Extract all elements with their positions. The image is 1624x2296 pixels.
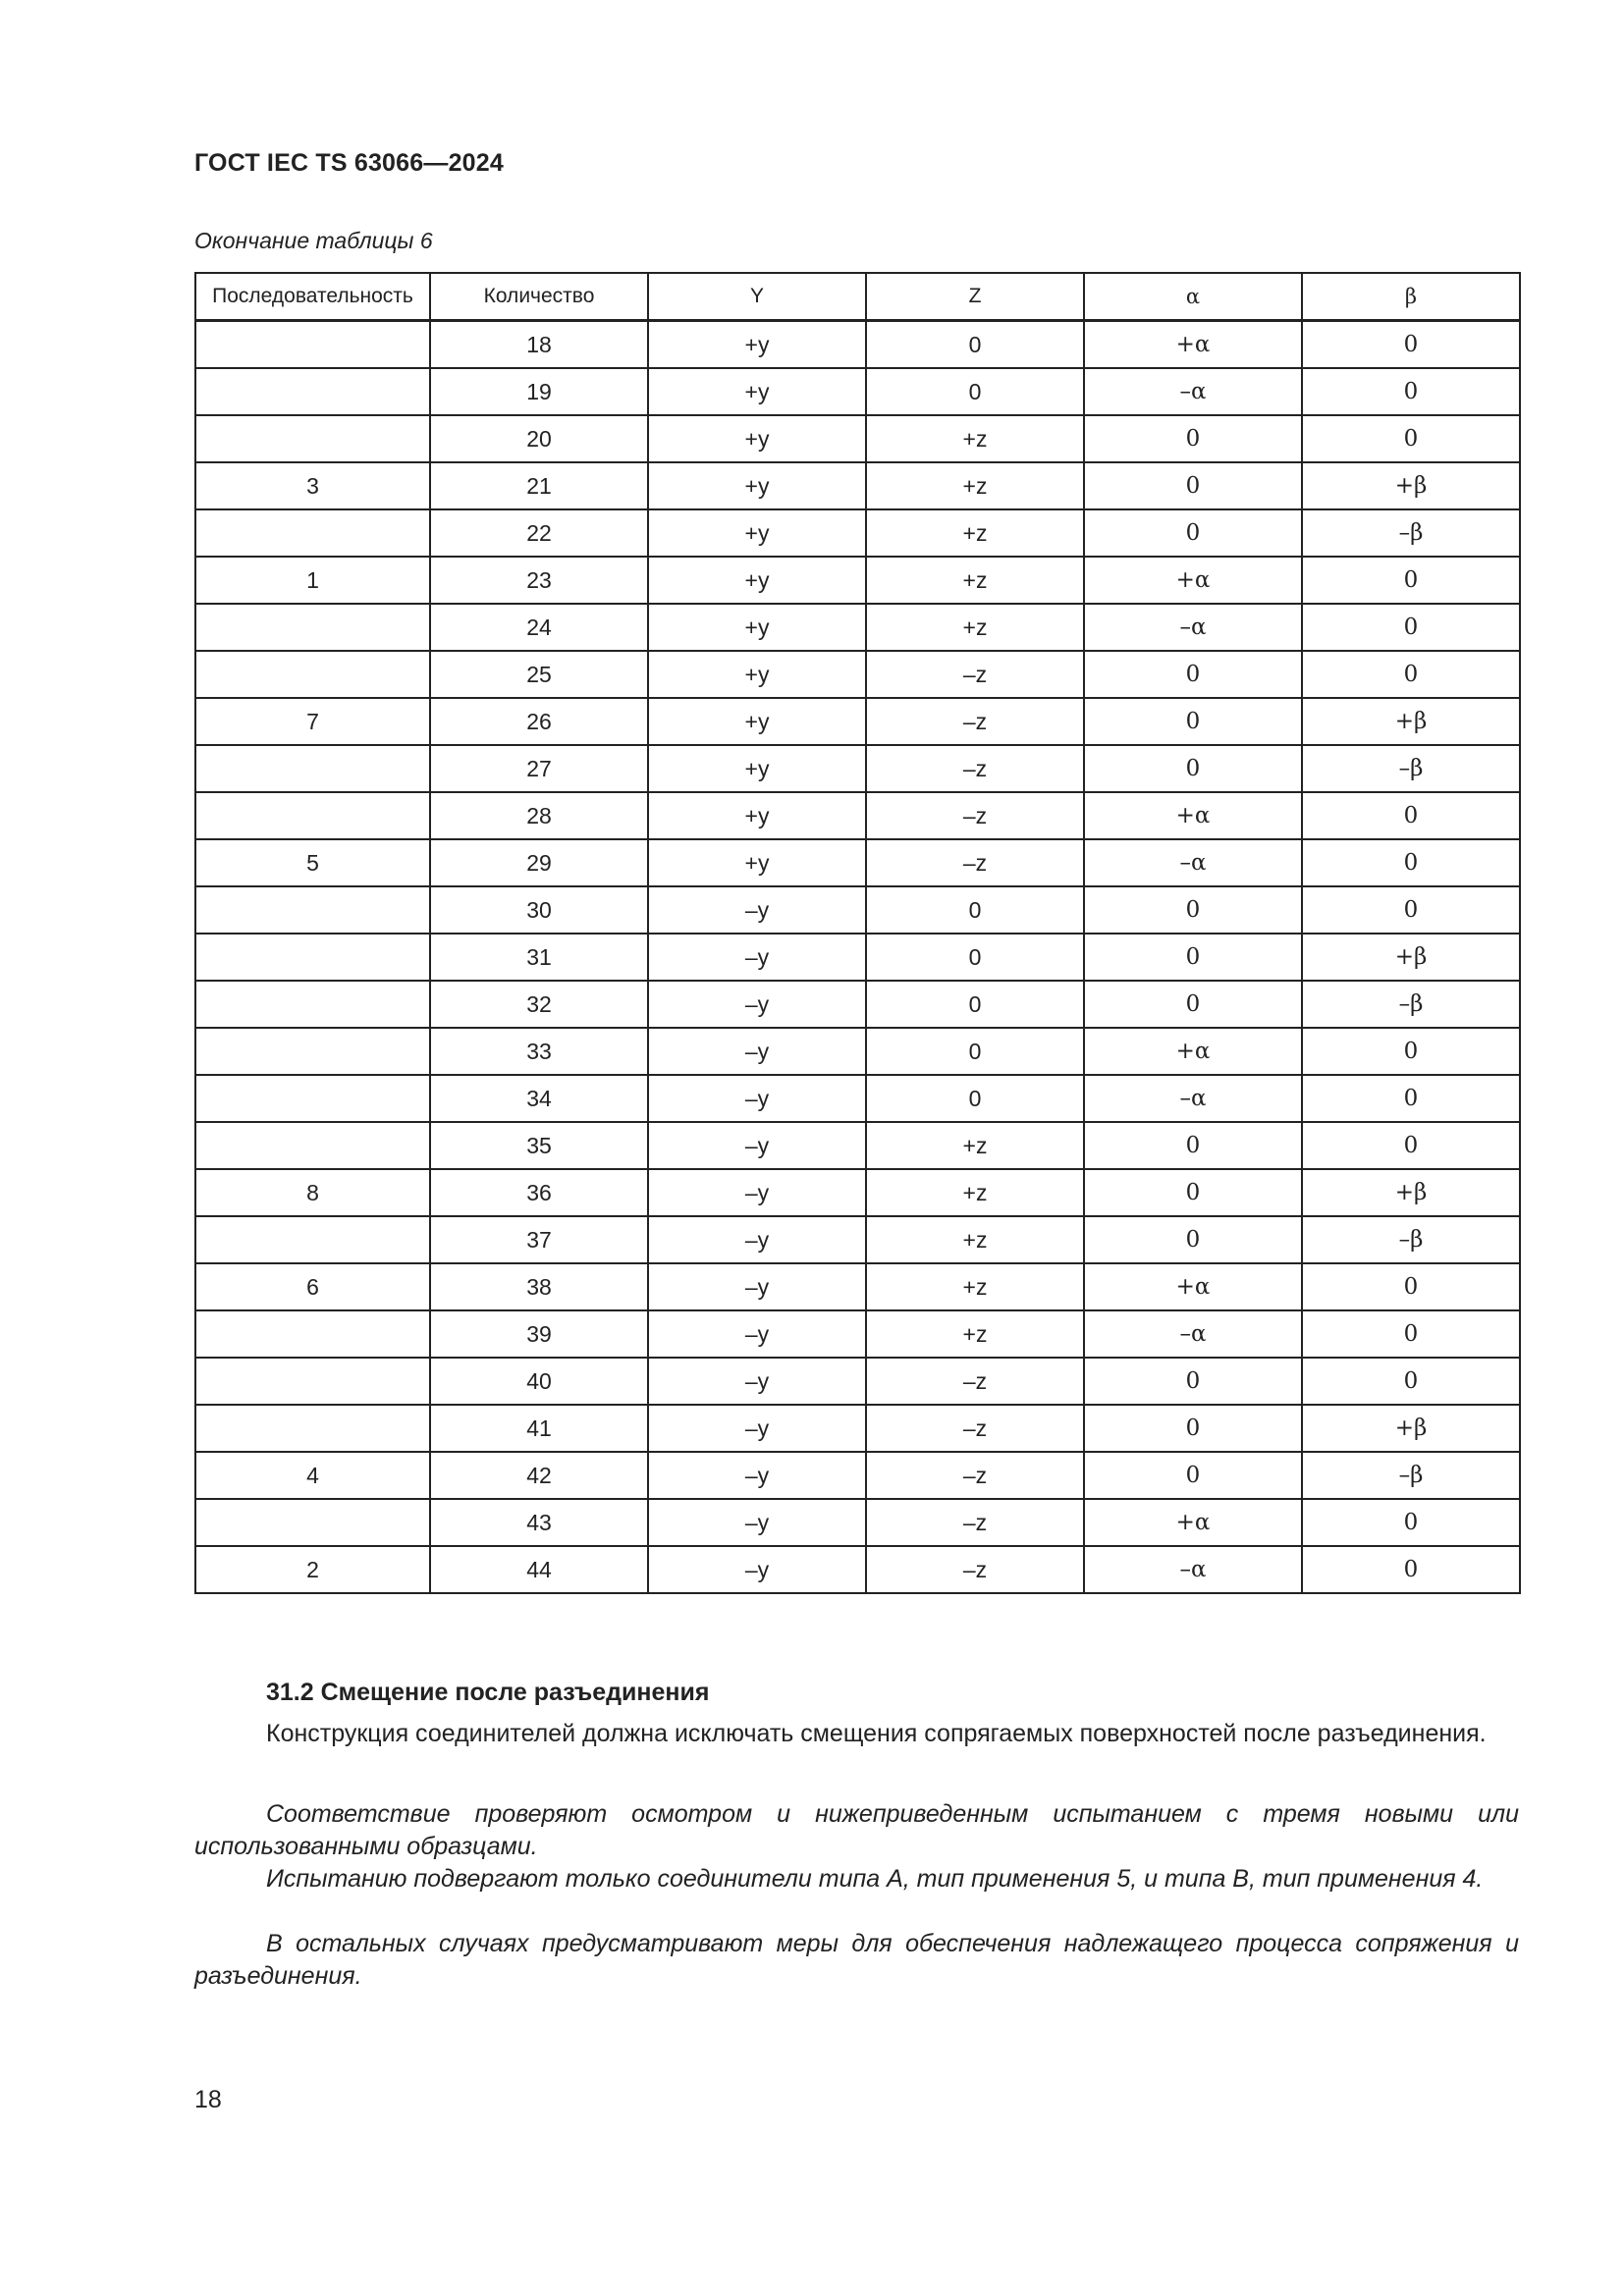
section-paragraph-1 <box>194 1718 1519 1750</box>
table-cell <box>195 1122 430 1169</box>
table-cell: –α <box>1084 604 1302 651</box>
table-row <box>195 604 1520 651</box>
table-cell: –α <box>1084 1075 1302 1122</box>
table-cell: 36 <box>430 1169 648 1216</box>
table-cell: 0 <box>1084 1216 1302 1263</box>
table-cell: –y <box>648 1263 866 1310</box>
table-cell: 0 <box>866 934 1084 981</box>
table-cell: –y <box>648 1216 866 1263</box>
table-cell: 0 <box>866 981 1084 1028</box>
table-cell: +y <box>648 745 866 792</box>
column-header: Z <box>866 273 1084 321</box>
table-header-row <box>195 273 1520 321</box>
table-cell: 0 <box>1084 745 1302 792</box>
table-cell: 22 <box>430 509 648 557</box>
table-cell: –y <box>648 1310 866 1358</box>
table-cell: 25 <box>430 651 648 698</box>
table-row <box>195 1358 1520 1405</box>
table-cell <box>195 321 430 369</box>
table-row <box>195 1452 1520 1499</box>
table-cell: +α <box>1084 1028 1302 1075</box>
table-cell: 2 <box>195 1546 430 1593</box>
table-cell: 0 <box>866 321 1084 369</box>
table-cell: 0 <box>1084 1405 1302 1452</box>
table-cell: 0 <box>1302 651 1520 698</box>
table-body <box>195 321 1520 1594</box>
table-cell <box>195 1075 430 1122</box>
table-cell <box>195 745 430 792</box>
table-cell <box>195 1405 430 1452</box>
table-row <box>195 321 1520 369</box>
table-cell: +β <box>1302 462 1520 509</box>
table-cell: +y <box>648 368 866 415</box>
table-cell: 0 <box>1302 1310 1520 1358</box>
table-cell: –y <box>648 981 866 1028</box>
table-cell: 0 <box>1084 981 1302 1028</box>
table-cell: 0 <box>1302 604 1520 651</box>
table-row <box>195 934 1520 981</box>
table-cell: +z <box>866 1169 1084 1216</box>
table-cell <box>195 981 430 1028</box>
table-cell: 34 <box>430 1075 648 1122</box>
paragraph-text: Соответствие проверяют осмотром и нижеприведенным испытанием с тремя новыми или использованными образцами. <box>194 1800 1519 1860</box>
table-row <box>195 1122 1520 1169</box>
table-cell: +z <box>866 1310 1084 1358</box>
table-cell <box>195 509 430 557</box>
table-cell: 24 <box>430 604 648 651</box>
table-cell: 0 <box>1302 792 1520 839</box>
table-cell: –α <box>1084 839 1302 886</box>
table-cell <box>195 1358 430 1405</box>
table-row <box>195 462 1520 509</box>
table-row <box>195 745 1520 792</box>
table-cell: –z <box>866 651 1084 698</box>
table-cell: 0 <box>1084 509 1302 557</box>
table-cell: +z <box>866 509 1084 557</box>
table-row <box>195 1310 1520 1358</box>
table-cell: –y <box>648 1546 866 1593</box>
table-caption: Окончание таблицы 6 <box>194 228 433 253</box>
table-cell: –α <box>1084 368 1302 415</box>
table-row <box>195 557 1520 604</box>
table-row <box>195 981 1520 1028</box>
table-row <box>195 886 1520 934</box>
table-cell: 21 <box>430 462 648 509</box>
table-cell: –z <box>866 698 1084 745</box>
table-cell: 0 <box>1302 839 1520 886</box>
table-cell: 0 <box>866 368 1084 415</box>
table-cell: 0 <box>1302 557 1520 604</box>
table-row <box>195 1169 1520 1216</box>
table-cell: 0 <box>1084 1122 1302 1169</box>
table-cell: 0 <box>1302 1122 1520 1169</box>
table-cell: +y <box>648 415 866 462</box>
table-cell: –y <box>648 1028 866 1075</box>
column-header: β <box>1302 273 1520 321</box>
table-cell: 0 <box>1302 1263 1520 1310</box>
table-cell: –y <box>648 1358 866 1405</box>
table-cell: +α <box>1084 1263 1302 1310</box>
table-row <box>195 1028 1520 1075</box>
column-header: Количество <box>430 273 648 321</box>
page-number: 18 <box>194 2086 222 2113</box>
table-cell: 23 <box>430 557 648 604</box>
table-cell: 43 <box>430 1499 648 1546</box>
table-cell: –β <box>1302 745 1520 792</box>
table-cell: 0 <box>1302 1075 1520 1122</box>
table-row <box>195 1075 1520 1122</box>
table-cell: 41 <box>430 1405 648 1452</box>
table-cell: 19 <box>430 368 648 415</box>
table-cell: +α <box>1084 792 1302 839</box>
table-cell: –z <box>866 745 1084 792</box>
table-cell: 0 <box>1302 1028 1520 1075</box>
table-cell: 32 <box>430 981 648 1028</box>
table-cell: 0 <box>1084 1452 1302 1499</box>
table-cell <box>195 1310 430 1358</box>
table-cell: +y <box>648 651 866 698</box>
table-cell: 31 <box>430 934 648 981</box>
table-cell: 0 <box>1302 368 1520 415</box>
table-cell: –z <box>866 839 1084 886</box>
table-row <box>195 1499 1520 1546</box>
table-cell: –y <box>648 886 866 934</box>
table-row <box>195 509 1520 557</box>
table-cell: 29 <box>430 839 648 886</box>
table-cell: +z <box>866 415 1084 462</box>
table-cell: –y <box>648 1452 866 1499</box>
table-cell: +y <box>648 509 866 557</box>
table-row <box>195 1546 1520 1593</box>
table-cell: –z <box>866 1405 1084 1452</box>
table-cell: 4 <box>195 1452 430 1499</box>
table-cell: 39 <box>430 1310 648 1358</box>
table-cell: +z <box>866 557 1084 604</box>
table-cell: +z <box>866 1216 1084 1263</box>
table-row <box>195 415 1520 462</box>
table-row <box>195 698 1520 745</box>
table-cell: –y <box>648 1405 866 1452</box>
table-row <box>195 792 1520 839</box>
table-cell: 26 <box>430 698 648 745</box>
table-cell: –z <box>866 1499 1084 1546</box>
table-cell: 44 <box>430 1546 648 1593</box>
table-cell: 0 <box>1302 1358 1520 1405</box>
table-cell <box>195 934 430 981</box>
table-cell: 20 <box>430 415 648 462</box>
table-cell: 7 <box>195 698 430 745</box>
section-paragraph-2 <box>194 1798 1519 1863</box>
paragraph-text: Конструкция соединителей должна исключать смещения сопрягаемых поверхностей после разъединения. <box>266 1720 1487 1747</box>
table-cell: +y <box>648 604 866 651</box>
table-cell: +z <box>866 1263 1084 1310</box>
table-cell: –z <box>866 1358 1084 1405</box>
table-cell: 42 <box>430 1452 648 1499</box>
table-cell: 30 <box>430 886 648 934</box>
table-cell: 38 <box>430 1263 648 1310</box>
table-cell: +y <box>648 321 866 369</box>
table-cell: 0 <box>1084 415 1302 462</box>
table-cell: –y <box>648 1169 866 1216</box>
table-cell: 0 <box>1302 321 1520 369</box>
section-paragraph-4 <box>194 1928 1519 1993</box>
table-cell: –β <box>1302 1452 1520 1499</box>
table-row <box>195 1216 1520 1263</box>
table-cell: +y <box>648 839 866 886</box>
table-cell: +z <box>866 462 1084 509</box>
table-cell: –α <box>1084 1310 1302 1358</box>
table-cell: 37 <box>430 1216 648 1263</box>
table-cell: +β <box>1302 1169 1520 1216</box>
table-cell: 27 <box>430 745 648 792</box>
column-header: Y <box>648 273 866 321</box>
table-cell: 3 <box>195 462 430 509</box>
table-cell: +y <box>648 792 866 839</box>
table-cell: 0 <box>1084 934 1302 981</box>
section-title: 31.2 Смещение после разъединения <box>266 1679 710 1706</box>
table-cell: +α <box>1084 321 1302 369</box>
table-row <box>195 651 1520 698</box>
table-cell: 18 <box>430 321 648 369</box>
paragraph-text: Испытанию подвергают только соединители типа А, тип применения 5, и типа В, тип применения 4. <box>266 1865 1484 1893</box>
table-cell: 0 <box>1302 1546 1520 1593</box>
document-header: ГОСТ IEC TS 63066—2024 <box>194 149 504 177</box>
table-cell: –z <box>866 1546 1084 1593</box>
table-cell: –y <box>648 1122 866 1169</box>
table-cell: –z <box>866 792 1084 839</box>
table-cell: 6 <box>195 1263 430 1310</box>
table-row <box>195 1263 1520 1310</box>
column-header: α <box>1084 273 1302 321</box>
table-cell: –y <box>648 1075 866 1122</box>
table-cell <box>195 368 430 415</box>
table-cell: –z <box>866 1452 1084 1499</box>
table-cell <box>195 1028 430 1075</box>
table-cell: 5 <box>195 839 430 886</box>
table-cell: 33 <box>430 1028 648 1075</box>
table-row <box>195 839 1520 886</box>
table-cell: 1 <box>195 557 430 604</box>
table-cell: 0 <box>1084 462 1302 509</box>
table-cell: 0 <box>1084 886 1302 934</box>
table-cell: –β <box>1302 1216 1520 1263</box>
table-cell: 0 <box>1302 1499 1520 1546</box>
table-cell <box>195 651 430 698</box>
table-cell: 28 <box>430 792 648 839</box>
table-cell <box>195 604 430 651</box>
table-cell: –β <box>1302 509 1520 557</box>
table-cell: –y <box>648 1499 866 1546</box>
table-cell: +z <box>866 1122 1084 1169</box>
data-table <box>194 272 1521 1594</box>
table-cell <box>195 792 430 839</box>
table-row <box>195 368 1520 415</box>
table-cell: +α <box>1084 1499 1302 1546</box>
table-row <box>195 1405 1520 1452</box>
table-cell: +β <box>1302 1405 1520 1452</box>
table-cell: 0 <box>1084 651 1302 698</box>
table-cell: 40 <box>430 1358 648 1405</box>
table-cell: 0 <box>1084 698 1302 745</box>
table-cell: +α <box>1084 557 1302 604</box>
paragraph-text: В остальных случаях предусматривают меры для обеспечения надлежащего процесса сопряжения и разъединения. <box>194 1930 1519 1990</box>
table-cell: +y <box>648 698 866 745</box>
table-cell: +β <box>1302 934 1520 981</box>
table-cell <box>195 415 430 462</box>
table-cell: +y <box>648 462 866 509</box>
table-cell: 35 <box>430 1122 648 1169</box>
table-cell: 0 <box>1084 1358 1302 1405</box>
table-cell <box>195 1499 430 1546</box>
section-paragraph-3 <box>194 1863 1519 1896</box>
table-cell: 0 <box>1084 1169 1302 1216</box>
table-cell: 0 <box>1302 415 1520 462</box>
table-cell: +β <box>1302 698 1520 745</box>
table-cell: 0 <box>866 1075 1084 1122</box>
table-cell: 0 <box>866 886 1084 934</box>
table-cell <box>195 886 430 934</box>
table-cell <box>195 1216 430 1263</box>
column-header: Последовательность <box>195 273 430 321</box>
table-cell: +z <box>866 604 1084 651</box>
table-cell: –α <box>1084 1546 1302 1593</box>
table-cell: 8 <box>195 1169 430 1216</box>
table-cell: 0 <box>866 1028 1084 1075</box>
table-cell: 0 <box>1302 886 1520 934</box>
table-header <box>195 273 1520 321</box>
table-cell: –β <box>1302 981 1520 1028</box>
table-cell: –y <box>648 934 866 981</box>
table-cell: +y <box>648 557 866 604</box>
